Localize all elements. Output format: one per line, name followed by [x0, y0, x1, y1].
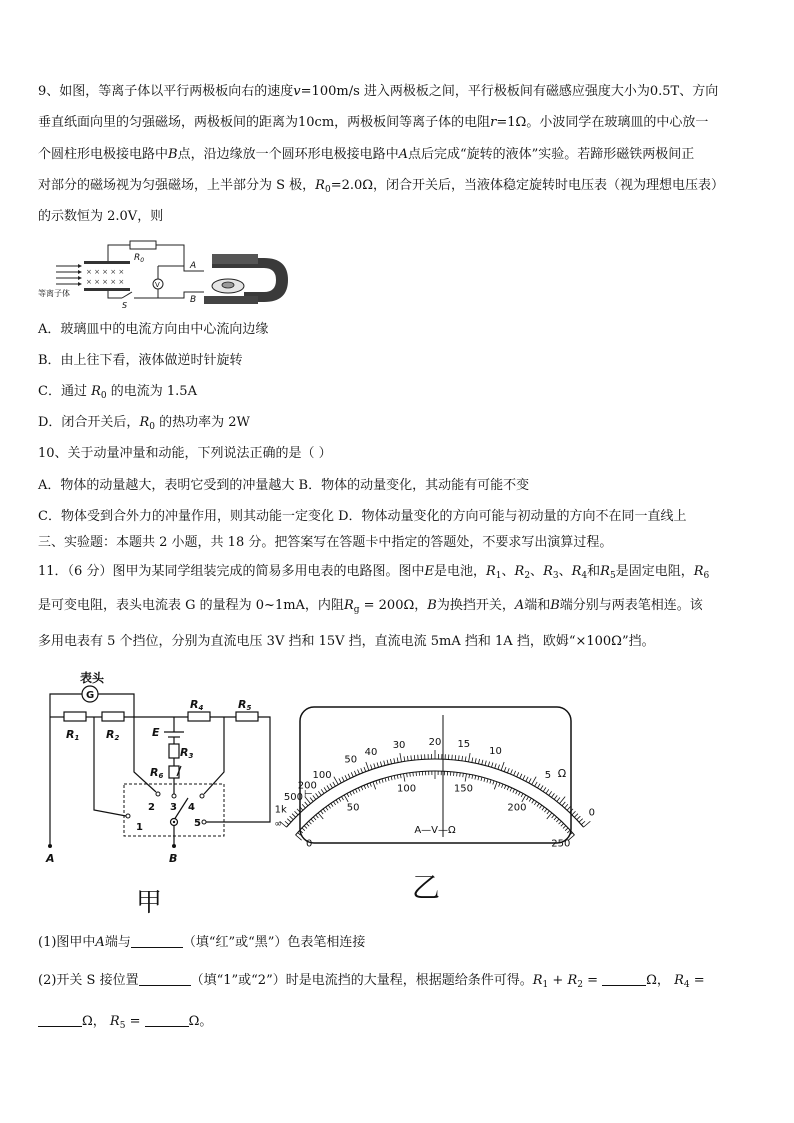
caption-jia: 甲: [136, 888, 163, 918]
svg-text:S: S: [122, 301, 128, 310]
svg-text:3: 3: [170, 802, 177, 813]
q11-line-1: 11．（6 分）图甲为某同学组装完成的简易多用电表的电路图。图中E是电池，$R_1$、$R_2$、$R_3$、$R_4$和$R_5$是固定电阻，$R_6$: [38, 564, 710, 581]
ohm-tick: [455, 755, 456, 760]
q9-line-4: 对部分的磁场视为匀强磁场，上半部分为 S 极，$R_0=2.0\Omega$，闭合开关后，当液体稳定旋转时电压表（视为理想电压表）: [38, 178, 725, 195]
q9-option-c: C．通过 $R_0$ 的电流为 1.5A: [38, 384, 197, 401]
svg-text:× × × × ×: × × × × ×: [86, 268, 125, 276]
q9-line-5: 的示数恒为 2.0V，则: [38, 209, 164, 224]
svg-text:R4: R4: [190, 698, 204, 712]
q11-meter-scale-yi: [274, 705, 595, 850]
ohm-tick-label: 40: [364, 746, 378, 758]
q9-option-b: B．由上往下看，液体做逆时针旋转: [38, 353, 243, 368]
dc-tick-label: 0: [306, 838, 313, 850]
q11-part-2-cont: Ω， $R_5 = \Omega$。: [38, 1012, 212, 1036]
dc-tick: [410, 773, 411, 777]
q11-part-1: (1)图甲中A端与 （填“红”或“黑”）色表笔相连接: [38, 935, 366, 950]
q10-options-ab: A．物体的动量越大，表明它受到的冲量越大 B．物体的动量变化，其动能有可能不变: [38, 478, 530, 493]
dc-tick-label: 150: [453, 783, 473, 795]
ohm-tick-label: 5: [544, 769, 552, 781]
ohm-tick-label: 20: [428, 737, 442, 748]
answer-blank-2[interactable]: [139, 971, 191, 986]
svg-text:V: V: [155, 281, 160, 289]
svg-text:⊢: ⊢: [304, 789, 313, 800]
ohm-tick: [292, 814, 296, 818]
ohm-tick: [577, 816, 581, 819]
meter-mode-label: A—V—Ω: [414, 825, 456, 836]
q11-line-2: 是可变电阻，表头电流表 G 的量程为 0~1mA，内阻$R_g = 200\Omega$，B为换挡开关，A端和B端分别与两表笔相连。该: [38, 598, 703, 615]
q11-circuit-figure-jia: [38, 672, 288, 872]
svg-text:G: G: [86, 690, 95, 701]
svg-text:R1: R1: [66, 728, 80, 742]
svg-text:B: B: [190, 295, 197, 305]
answer-blank-1[interactable]: [131, 933, 183, 948]
ohm-tick-label: 1k: [274, 804, 287, 816]
q11-line-3: 多用电表有 5 个挡位，分别为直流电压 3V 挡和 15V 挡，直流电流 5mA 挡和 1A 挡，欧姆“×100Ω”挡。: [38, 634, 655, 649]
ohm-tick-label: 200: [297, 780, 317, 792]
svg-text:A: A: [190, 261, 197, 271]
svg-text:R5: R5: [238, 698, 252, 712]
infinity-mark: ∞: [274, 819, 282, 830]
q9-circuit-figure: [38, 236, 288, 316]
svg-text:5: 5: [194, 818, 201, 829]
svg-text:2: 2: [148, 802, 155, 813]
svg-text:A: A: [46, 852, 55, 865]
ohm-tick: [574, 814, 578, 818]
answer-blank-5[interactable]: [145, 1012, 189, 1027]
q10-options-cd: C．物体受到合外力的冲量作用，则其动能一定变化 D．物体动量变化的方向可能与初动量的方向不在同一直线上: [38, 509, 687, 524]
svg-text:4: 4: [188, 802, 195, 813]
answer-blank-4[interactable]: [38, 1012, 82, 1027]
q11-part-2: (2)开关 S 接位置 （填“1”或“2”）时是电流挡的大量程，根据题给条件可得。$R_1 + R_2 = \Omega$， $R_4$ =: [38, 973, 705, 990]
ohm-tick-label: 0: [588, 807, 595, 819]
svg-text:B: B: [169, 852, 178, 865]
svg-text:1: 1: [136, 822, 143, 833]
caption-yi: 乙: [412, 871, 441, 904]
q9-line-1: 9、如图，等离子体以平行两极板向右的速度v=100m/s 进入两极板之间，平行极板间有磁感应强度大小为0.5T、方向: [38, 84, 719, 99]
ohm-tick: [579, 819, 583, 822]
q10-stem: 10、关于动量冲量和动能，下列说法正确的是（ ）: [38, 446, 332, 461]
ohm-tick-label: 500: [283, 791, 304, 803]
ohm-tick: [581, 821, 585, 824]
svg-text:R3: R3: [180, 746, 194, 760]
dc-tick-label: 50: [346, 802, 360, 814]
ohm-tick-label: 50: [344, 754, 358, 766]
ohm-unit-label: Ω: [557, 767, 567, 780]
ohm-tick: [414, 755, 415, 760]
dc-tick-label: 250: [551, 838, 571, 850]
dc-tick: [460, 773, 461, 777]
svg-text:× × × × ×: × × × × ×: [86, 278, 125, 286]
ohm-tick: [295, 811, 298, 815]
q9-line-2: 垂直纸面向里的匀强磁场，两极板间的距离为10cm，两极板间等离子体的电阻r=1Ω。小波同学在玻璃皿的中心放一: [38, 115, 709, 130]
ohm-tick-label: 100: [312, 769, 332, 781]
svg-text:R6: R6: [150, 766, 164, 780]
ohm-tick-label: 10: [489, 745, 502, 757]
q9-line-3: 个圆柱形电极接电路中B点，沿边缘放一个圆环形电极接电路中A点后完成“旋转的液体”实验。若蹄形磁铁两极间正: [38, 147, 695, 162]
ohm-tick-label: 30: [392, 740, 406, 752]
svg-text:表头: 表头: [80, 671, 105, 685]
q9-option-a: A．玻璃皿中的电流方向由中心流向边缘: [38, 322, 269, 337]
svg-text:E: E: [152, 726, 160, 739]
svg-text:等离子体: 等离子体: [38, 289, 70, 298]
svg-text:R0: $R_0$: [134, 253, 145, 264]
dc-tick-label: 200: [507, 802, 527, 814]
section-3-heading: 三、实验题：本题共 2 小题，共 18 分。把答案写在答题卡中指定的答题处，不要求写出演算过程。: [38, 535, 613, 550]
svg-text:R2: R2: [106, 728, 120, 742]
ohm-tick: [572, 811, 575, 815]
ohm-tick: [290, 816, 294, 819]
dc-tick-label: 100: [397, 783, 417, 795]
ohm-tick-label: 15: [457, 738, 471, 750]
dc-tick: [296, 835, 302, 840]
answer-blank-3[interactable]: [602, 971, 646, 986]
q9-option-d: D．闭合开关后，$R_0$ 的热功率为 2W: [38, 415, 250, 432]
